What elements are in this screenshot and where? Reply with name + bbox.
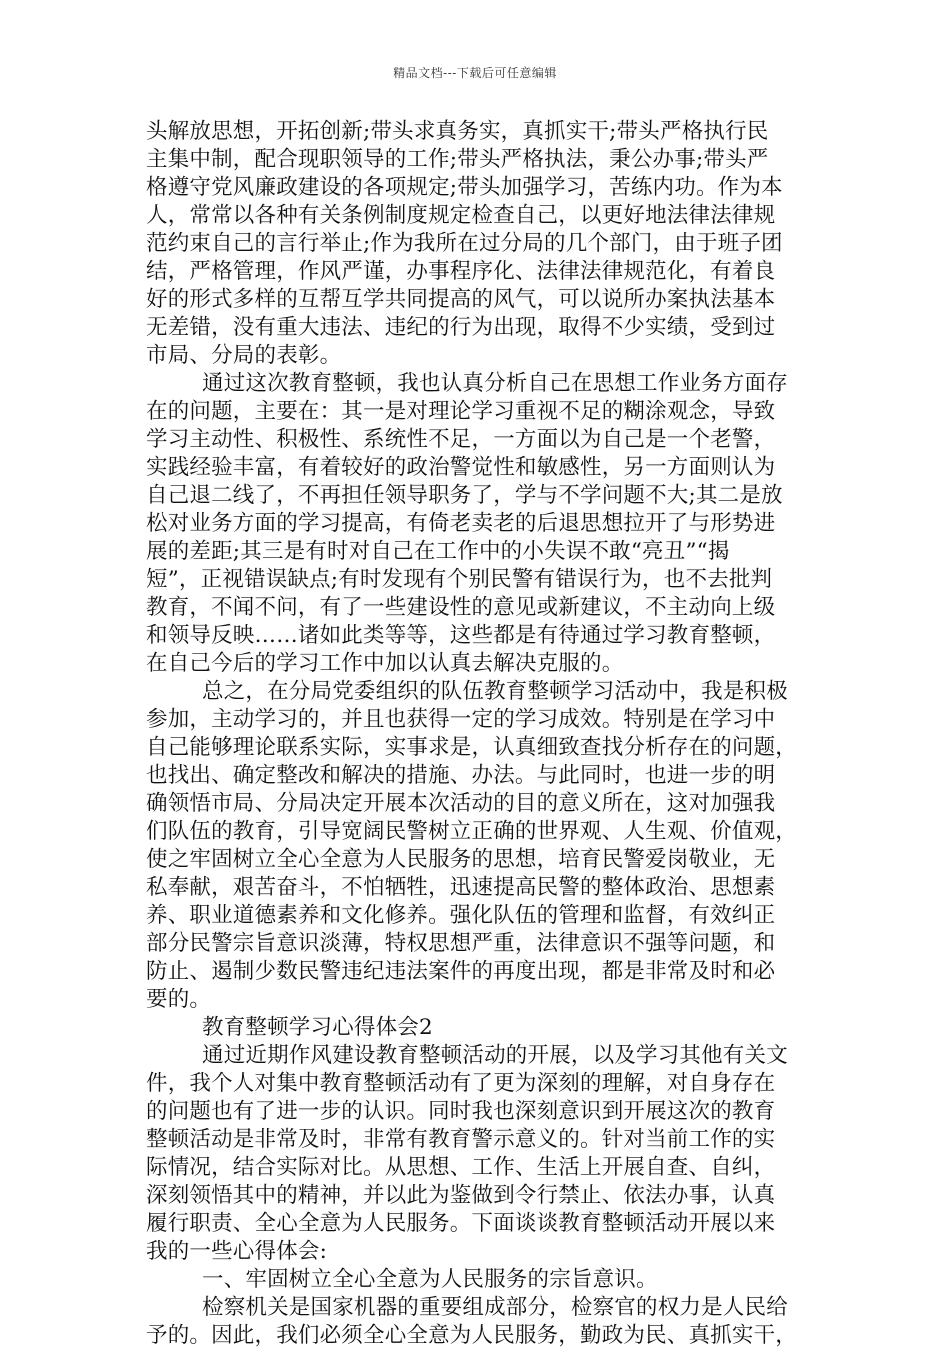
text-line: 无差错，没有重大违法、违纪的行为出现，取得不少实绩，受到过 bbox=[146, 315, 776, 340]
text-line: 人，常常以各种有关条例制度规定检查自己，以更好地法律法律规 bbox=[146, 203, 776, 228]
text-line: 市局、分局的表彰。 bbox=[146, 343, 342, 368]
text-line: 深刻领悟其中的精神，并以此为鉴做到令行禁止、依法办事，认真 bbox=[146, 1183, 776, 1208]
text-line: 结，严格管理，作风严谨，办事程序化、法律法律规范化，有着良 bbox=[146, 259, 776, 284]
text-line: 们队伍的教育，引导宽阔民警树立正确的世界观、人生观、价值观， bbox=[146, 819, 798, 844]
text-line: 部分民警宗旨意识淡薄，特权思想严重，法律意识不强等问题，和 bbox=[146, 931, 776, 956]
text-line: 一、牢固树立全心全意为人民服务的宗旨意识。 bbox=[202, 1267, 658, 1292]
text-line: 展的差距;其三是有时对自己在工作中的小失误不敢“亮丑”“揭 bbox=[146, 539, 730, 564]
text-line: 确领悟市局、分局决定开展本次活动的目的意义所在，这对加强我 bbox=[146, 791, 776, 816]
page-header: 精品文档---下载后可任意编辑 bbox=[393, 66, 557, 80]
document-body bbox=[146, 118, 806, 1350]
text-line: 好的形式多样的互帮互学共同提高的风气，可以说所办案执法基本 bbox=[146, 287, 776, 312]
text-line: 通过这次教育整顿，我也认真分析自己在思想工作业务方面存 bbox=[202, 371, 788, 396]
text-line: 主集中制，配合现职领导的工作;带头严格执法，秉公办事;带头严 bbox=[146, 147, 769, 172]
text-line: 松对业务方面的学习提高，有倚老卖老的后退思想拉开了与形势进 bbox=[146, 511, 776, 536]
text-line: 使之牢固树立全心全意为人民服务的思想，培育民警爱岗敬业，无 bbox=[146, 847, 776, 872]
text-line: 短”，正视错误缺点;有时发现有个别民警有错误行为，也不去批判 bbox=[146, 567, 773, 592]
text-line: 教育整顿学习心得体会2 bbox=[202, 1015, 433, 1040]
text-line: 总之，在分局党委组织的队伍教育整顿学习活动中，我是积极 bbox=[202, 679, 788, 704]
text-line: 自己能够理论联系实际，实事求是，认真细致查找分析存在的问题， bbox=[146, 735, 798, 760]
text-line: 教育，不闻不问，有了一些建设性的意见或新建议，不主动向上级 bbox=[146, 595, 776, 620]
text-line: 件，我个人对集中教育整顿活动有了更为深刻的理解，对自身存在 bbox=[146, 1071, 776, 1096]
text-line: 参加，主动学习的，并且也获得一定的学习成效。特别是在学习中 bbox=[146, 707, 776, 732]
text-line: 在的问题，主要在：其一是对理论学习重视不足的糊涂观念，导致 bbox=[146, 399, 776, 424]
text-line: 也找出、确定整改和解决的措施、办法。与此同时，也进一步的明 bbox=[146, 763, 776, 788]
text-line: 际情况，结合实际对比。从思想、工作、生活上开展自查、自纠， bbox=[146, 1155, 776, 1180]
text-line: 实践经验丰富，有着较好的政治警觉性和敏感性，另一方面则认为 bbox=[146, 455, 776, 480]
text-line: 检察机关是国家机器的重要组成部分，检察官的权力是人民给 bbox=[202, 1295, 788, 1320]
text-line: 范约束自己的言行举止;作为我所在过分局的几个部门，由于班子团 bbox=[146, 231, 783, 256]
text-line: 自己退二线了，不再担任领导职务了，学与不学问题不大;其二是放 bbox=[146, 483, 783, 508]
text-line: 格遵守党风廉政建设的各项规定;带头加强学习，苦练内功。作为本 bbox=[146, 175, 783, 200]
text-line: 通过近期作风建设教育整顿活动的开展，以及学习其他有关文 bbox=[202, 1043, 788, 1068]
text-line: 防止、遏制少数民警违纪违法案件的再度出现，都是非常及时和必 bbox=[146, 959, 776, 984]
text-line: 头解放思想，开拓创新;带头求真务实，真抓实干;带头严格执行民 bbox=[146, 119, 769, 144]
text-line: 的问题也有了进一步的认识。同时我也深刻意识到开展这次的教育 bbox=[146, 1099, 776, 1124]
text-line: 要的。 bbox=[146, 987, 212, 1012]
text-line: 学习主动性、积极性、系统性不足，一方面以为自己是一个老警， bbox=[146, 427, 776, 452]
text-line: 予的。因此，我们必须全心全意为人民服务，勤政为民、真抓实干， bbox=[146, 1323, 798, 1348]
text-line: 和领导反映……诸如此类等等，这些都是有待通过学习教育整顿， bbox=[146, 623, 776, 648]
text-line: 在自己今后的学习工作中加以认真去解决克服的。 bbox=[146, 651, 624, 676]
text-line: 私奉献，艰苦奋斗，不怕牺牲，迅速提高民警的整体政治、思想素 bbox=[146, 875, 776, 900]
text-line: 养、职业道德素养和文化修养。强化队伍的管理和监督，有效纠正 bbox=[146, 903, 776, 928]
text-line: 整顿活动是非常及时，非常有教育警示意义的。针对当前工作的实 bbox=[146, 1127, 776, 1152]
text-line: 我的一些心得体会: bbox=[146, 1239, 328, 1264]
text-line: 履行职责、全心全意为人民服务。下面谈谈教育整顿活动开展以来 bbox=[146, 1211, 776, 1236]
